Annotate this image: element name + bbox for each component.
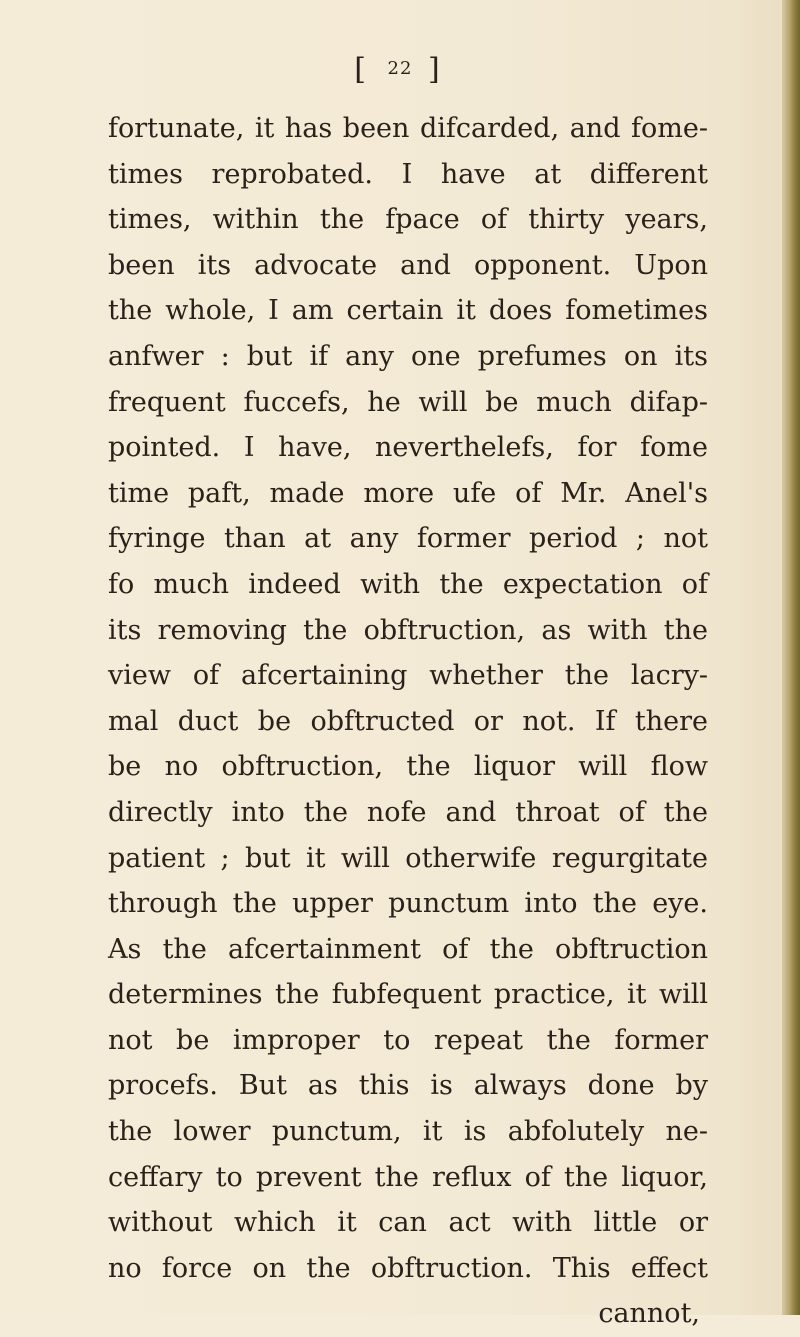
text-line: not be improper to repeat the former (108, 1024, 708, 1056)
body-text (108, 106, 708, 1337)
text-line: procefs. But as this is always done by (108, 1070, 708, 1102)
text-line: through the upper punctum into the eye. (108, 888, 708, 920)
page-edge (782, 0, 800, 1315)
text-line: without which it can act with little or (108, 1207, 708, 1239)
text-line: been its advocate and opponent. Upon (108, 249, 708, 281)
text-line: pointed. I have, neverthelefs, for fome (108, 432, 708, 464)
text-line: patient ; but it will otherwife regurgitate (108, 842, 708, 874)
text-line: ceffary to prevent the reflux of the liquor, (108, 1161, 708, 1193)
text-line: times, within the fpace of thirty years, (108, 204, 708, 236)
text-line: the whole, I am certain it does fometimes (108, 295, 708, 327)
text-line: directly into the nofe and throat of the (108, 796, 708, 828)
text-line: determines the fubfequent practice, it will (108, 979, 708, 1011)
catchword: cannot, (598, 1298, 700, 1330)
text-line: mal duct be obftructed or not. If there (108, 705, 708, 737)
text-line: the lower punctum, it is abfolutely ne- (108, 1116, 708, 1148)
text-line: fortunate, it has been difcarded, and fome- (108, 113, 708, 144)
page-header (300, 52, 500, 87)
text-line: no force on the obftruction. This effect (108, 1252, 708, 1284)
text-line: be no obftruction, the liquor will flow (108, 751, 708, 783)
header-close-bracket: ] (428, 52, 446, 87)
header-open-bracket: [ (354, 52, 372, 87)
text-line: view of afcertaining whether the lacry- (108, 660, 708, 692)
text-line: frequent fuccefs, he will be much difap- (108, 386, 708, 418)
text-line: its removing the obftruction, as with the (108, 614, 708, 646)
text-line: times reprobated. I have at different (108, 158, 708, 190)
text-line: time paft, made more ufe of Mr. Anel's (108, 477, 708, 509)
text-line: fyringe than at any former period ; not (108, 523, 708, 555)
page-number: 22 (387, 58, 413, 79)
text-line: anfwer : but if any one prefumes on its (108, 340, 708, 372)
text-line: As the afcertainment of the obftruction (108, 933, 708, 965)
text-line: fo much indeed with the expectation of (108, 568, 708, 600)
